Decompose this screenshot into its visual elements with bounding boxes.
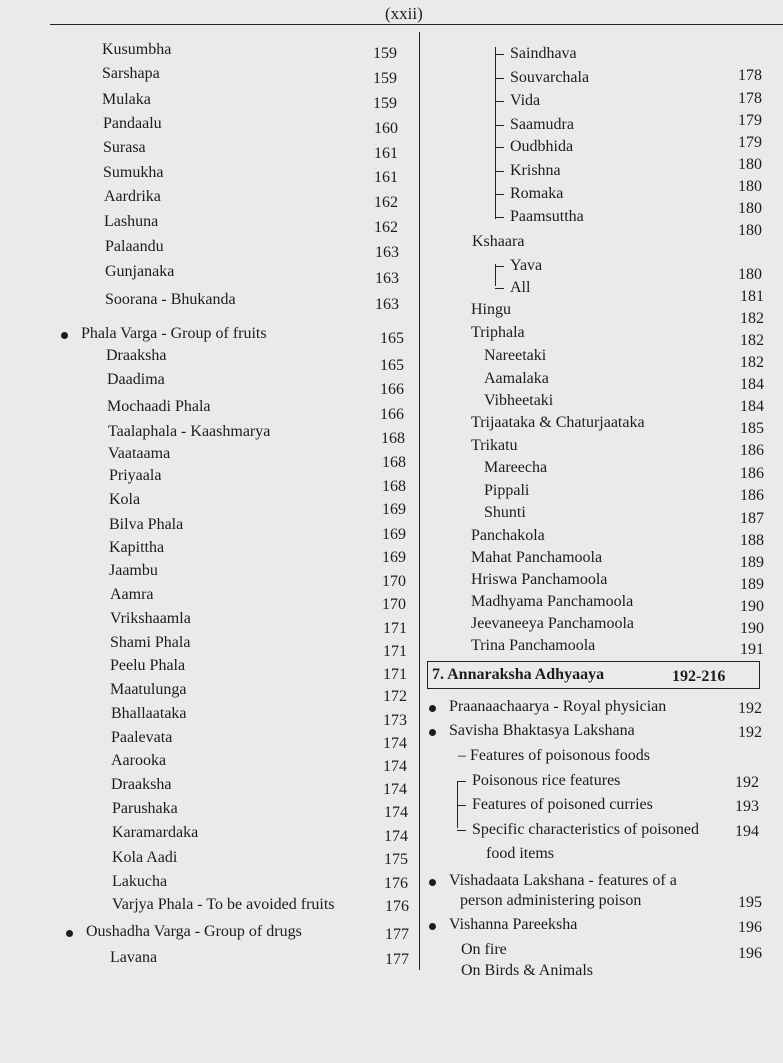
toc-entry-page: 192 [738,724,762,741]
toc-entry-label: Trina Panchamoola [471,637,596,654]
toc-entry-page: 177 [385,951,409,968]
toc-entry-label: Maatulunga [110,681,187,698]
header-rule [50,24,783,25]
toc-entry-label: Sarshapa [102,65,160,82]
bracket-tick [495,125,504,126]
toc-entry-label: Nareetaki [484,347,547,364]
toc-entry-page: 165 [380,357,404,374]
toc-entry-page: 165 [380,330,404,347]
toc-entry-page: 190 [740,620,764,637]
toc-entry-label: Saindhava [510,45,577,62]
toc-entry-page: 160 [374,120,398,137]
toc-entry-page: 159 [373,70,397,87]
toc-entry-label: Surasa [103,139,146,156]
toc-entry-label: Pippali [484,482,530,499]
toc-entry-page: 194 [735,823,759,840]
toc-entry-label: Hriswa Panchamoola [471,571,608,588]
toc-entry-page: 161 [374,169,398,186]
toc-entry-label: Varjya Phala - To be avoided fruits [112,896,335,913]
toc-entry-label: Jaambu [109,562,158,579]
toc-entry-label: Souvarchala [510,69,590,86]
toc-entry-label: Draaksha [111,776,172,793]
toc-entry-page: 171 [383,620,407,637]
toc-entry-page: 162 [374,194,398,211]
bracket-tick [457,805,466,806]
page-number: (xxii) [385,4,423,23]
toc-entry-page: 193 [735,798,759,815]
toc-entry-label: Pandaalu [103,115,162,132]
toc-entry-page: 195 [738,894,762,911]
toc-entry-label: Trikatu [471,437,518,454]
toc-entry-page: 174 [384,828,408,845]
toc-entry-page: 175 [384,851,408,868]
toc-entry-page: 163 [375,296,399,313]
toc-entry-page: 169 [382,526,406,543]
bracket-tick [495,288,504,289]
toc-entry-label: Savisha Bhaktasya Lakshana [449,722,635,739]
toc-entry-label: Saamudra [510,116,574,133]
bracket-tick [495,78,504,79]
toc-entry-label: Shunti [484,504,526,521]
toc-entry-page: 192 [738,700,762,717]
toc-entry-label: Shami Phala [110,634,191,651]
toc-entry-page: 173 [383,712,407,729]
toc-entry-label: Lashuna [104,213,159,230]
toc-entry-page: 163 [375,244,399,261]
toc-entry-page: 171 [383,643,407,660]
toc-entry-label: Paamsuttha [510,208,584,225]
toc-entry-page: 185 [740,420,764,437]
toc-entry-page: 189 [740,576,764,593]
toc-entry-page: 177 [385,926,409,943]
toc-entry-label: Madhyama Panchamoola [471,593,634,610]
toc-entry-label: Kshaara [472,233,525,250]
toc-entry-page: 166 [380,381,404,398]
toc-entry-label: Mareecha [484,459,548,476]
toc-entry-label: Aamalaka [484,370,549,387]
toc-entry-label: person administering poison [460,892,642,909]
toc-entry-label: Trijaataka & Chaturjaataka [471,414,645,431]
bracket-lavana [495,47,496,219]
bracket-tick [495,101,504,102]
bracket-tick [495,171,504,172]
toc-entry-page: 180 [738,266,762,283]
toc-entry-page: 180 [738,178,762,195]
toc-entry-page: 180 [738,222,762,239]
toc-entry-page: 170 [382,573,406,590]
toc-entry-label: Taalaphala - Kaashmarya [108,423,271,440]
toc-entry-page: 161 [374,145,398,162]
toc-entry-label: Aardrika [104,188,161,205]
toc-entry-page: 196 [738,945,762,962]
toc-entry-label: Specific characteristics of poisoned [472,821,700,838]
toc-entry-page: 180 [738,156,762,173]
toc-entry-label: Poisonous rice features [472,772,621,789]
column-divider [419,32,420,970]
bullet [429,879,436,886]
toc-entry-label: Yava [510,257,543,274]
toc-entry-label: On Birds & Animals [461,962,594,979]
toc-entry-label: Parushaka [112,800,178,817]
toc-entry-page: 179 [738,112,762,129]
bullet [429,923,436,930]
toc-entry-label: Lavana [110,949,158,966]
bracket-tick [457,781,466,782]
toc-entry-label: Aarooka [111,752,167,769]
toc-entry-label: Praanaachaarya - Royal physician [449,698,667,715]
toc-entry-label: Hingu [471,301,511,318]
toc-entry-page: 159 [373,45,397,62]
toc-entry-label: Vaataama [108,445,171,462]
toc-entry-label: Gunjanaka [105,263,175,280]
toc-entry-label: Paalevata [111,729,173,746]
toc-entry-label: Vibheetaki [484,392,554,409]
toc-entry-page: 163 [375,270,399,287]
toc-entry-page: 178 [738,67,762,84]
toc-entry-page: 176 [384,875,408,892]
bracket-tick [495,194,504,195]
toc-entry-page: 180 [738,200,762,217]
bracket-tick [495,54,504,55]
toc-entry-label: Kusumbha [102,41,172,58]
toc-entry-label: Triphala [471,324,525,341]
toc-entry-label: Daadima [107,371,165,388]
toc-entry-label: Aamra [110,586,154,603]
section-title: 7. Annaraksha Adhyaaya [432,666,605,683]
toc-entry-page: 190 [740,598,764,615]
toc-entry-label: Kapittha [109,539,165,556]
toc-entry-page: 187 [740,510,764,527]
bullet [429,705,436,712]
toc-entry-label: Mochaadi Phala [107,398,211,415]
bullet [429,729,436,736]
toc-entry-page: 169 [382,501,406,518]
toc-entry-page: 196 [738,919,762,936]
toc-entry-label: Romaka [510,185,564,202]
toc-entry-page: 168 [381,430,405,447]
toc-entry-label: Soorana - Bhukanda [105,291,236,308]
toc-entry-page: 188 [740,532,764,549]
toc-entry-label: Karamardaka [112,824,199,841]
toc-entry-label: – Features of poisonous foods [458,747,650,764]
toc-entry-label: food items [486,845,554,862]
toc-entry-label: Vrikshaamla [110,610,191,627]
toc-entry-label: Draaksha [106,347,167,364]
toc-entry-page: 174 [383,781,407,798]
toc-entry-label: Bilva Phala [109,516,184,533]
toc-entry-label: Mahat Panchamoola [471,549,603,566]
toc-entry-label: Bhallaataka [111,705,187,722]
toc-entry-page: 170 [382,596,406,613]
toc-entry-page: 171 [383,666,407,683]
bullet [61,332,68,339]
toc-entry-label: Priyaala [109,467,162,484]
toc-entry-page: 168 [382,454,406,471]
toc-entry-page: 179 [738,134,762,151]
toc-entry-page: 178 [738,90,762,107]
toc-entry-label: Panchakola [471,527,545,544]
toc-entry-page: 181 [740,288,764,305]
section-range: 192-216 [672,668,726,685]
toc-entry-page: 162 [374,219,398,236]
bracket-tick [457,830,466,831]
toc-entry-page: 174 [383,758,407,775]
bracket-poison [457,781,458,828]
toc-entry-label: Peelu Phala [110,657,186,674]
toc-entry-label: Krishna [510,162,561,179]
toc-entry-label: Kola [109,491,141,508]
toc-entry-label: Mulaka [102,91,151,108]
bracket-kshaara [495,264,496,286]
toc-entry-page: 186 [740,465,764,482]
toc-entry-page: 184 [740,376,764,393]
toc-entry-page: 189 [740,554,764,571]
toc-entry-label: Lakucha [112,873,168,890]
bracket-tick [495,147,504,148]
toc-entry-page: 186 [740,442,764,459]
toc-entry-page: 184 [740,398,764,415]
toc-entry-label: On fire [461,941,507,958]
toc-entry-page: 182 [740,332,764,349]
bracket-tick [495,266,504,267]
toc-entry-label: All [510,279,531,296]
toc-entry-label: Vishadaata Lakshana - features of a [449,872,677,889]
toc-entry-label: Vida [510,92,541,109]
toc-entry-page: 174 [384,804,408,821]
toc-entry-label: Kola Aadi [112,849,178,866]
toc-entry-label: Features of poisoned curries [472,796,653,813]
toc-entry-page: 192 [735,774,759,791]
toc-entry-page: 186 [740,487,764,504]
toc-entry-page: 159 [373,95,397,112]
toc-entry-page: 182 [740,310,764,327]
toc-entry-label: Vishanna Pareeksha [449,916,578,933]
toc-entry-page: 169 [382,549,406,566]
toc-entry-label: Palaandu [105,238,164,255]
bracket-tick [495,217,504,218]
toc-entry-label: Jeevaneeya Panchamoola [471,615,635,632]
bullet [66,930,73,937]
toc-entry-page: 176 [385,898,409,915]
toc-entry-page: 172 [383,688,407,705]
toc-entry-page: 174 [383,735,407,752]
toc-entry-page: 168 [382,478,406,495]
toc-entry-label: Oudbhida [510,138,574,155]
toc-entry-label: Phala Varga - Group of fruits [81,325,267,342]
toc-entry-page: 191 [740,641,764,658]
toc-entry-label: Sumukha [103,164,164,181]
toc-entry-page: 166 [380,406,404,423]
toc-entry-page: 182 [740,354,764,371]
toc-entry-label: Oushadha Varga - Group of drugs [86,923,302,940]
